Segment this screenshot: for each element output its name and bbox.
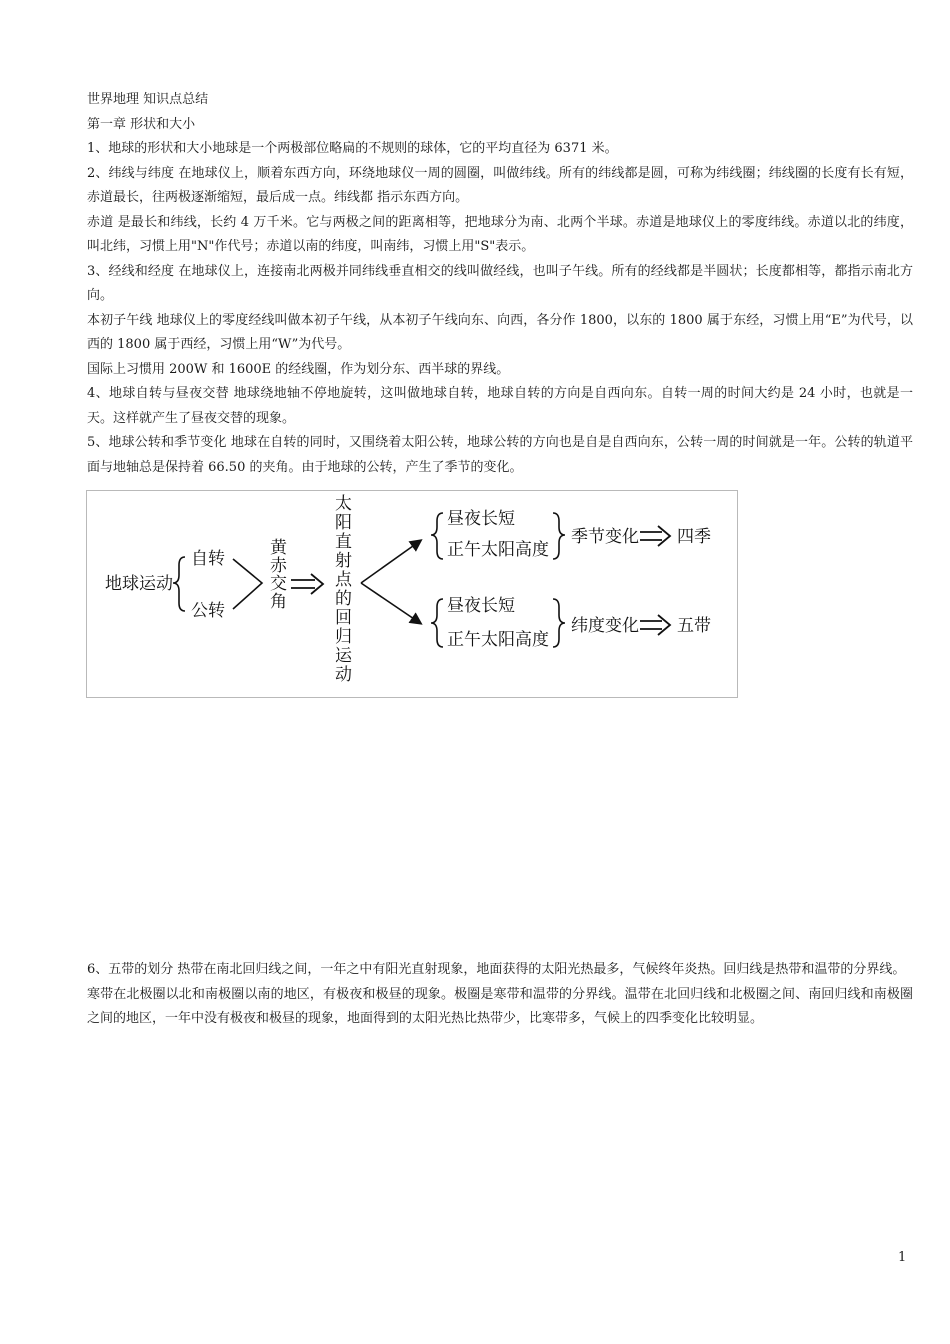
diverge-arrows <box>361 541 420 623</box>
double-arrow-icon <box>640 615 670 635</box>
brace-left <box>173 557 185 611</box>
earth-motion-diagram <box>86 490 738 698</box>
node-latitude-change: 纬度变化 <box>571 616 639 636</box>
paragraph: 3、经线和经度 在地球仪上，连接南北两极并同纬线垂直相交的线叫做经线，也叫子午线。所有的经线都是半圆状；长度都相等，都指示南北方向。 <box>87 263 913 303</box>
paragraph: 寒带在北极圈以北和南极圈以南的地区，有极夜和极昼的现象。极圈是寒带和温带的分界线。温带在北回归线和北极圈之间、南回归线和南极圈之间的地区，一年中没有极夜和极昼的现象，地面得到的太阳光热比热带少，比寒带多，气候上的四季变化比较明显。 <box>87 986 913 1026</box>
doc-title: 世界地理 知识点总结 <box>87 92 209 107</box>
double-arrow-icon <box>291 574 323 594</box>
node-noon-sun-height-2: 正午太阳高度 <box>447 630 549 650</box>
node-direct-sun-motion: 太 阳 直 射 点 的 回 归 运 动 <box>335 494 352 685</box>
brace-lower-right <box>553 599 565 647</box>
paragraph: 国际上习惯用 200W 和 1600E 的经线圈，作为划分东、西半球的界线。 <box>87 361 510 377</box>
node-five-zones: 五带 <box>677 616 711 636</box>
brace-lower-left <box>431 599 443 647</box>
node-day-night-length-2: 昼夜长短 <box>447 596 515 616</box>
node-revolution: 公转 <box>191 601 225 621</box>
node-day-night-length: 昼夜长短 <box>447 509 515 529</box>
paragraph: 6、五带的划分 热带在南北回归线之间，一年之中有阳光直射现象，地面获得的太阳光热最多，气候终年炎热。回归线是热带和温带的分界线。 <box>87 962 906 977</box>
chapter-heading: 第一章 形状和大小 <box>87 116 196 132</box>
node-season-change: 季节变化 <box>571 527 639 547</box>
page-number: 1 <box>898 1250 907 1265</box>
paragraph: 本初子午线 地球仪上的零度经线叫做本初子午线，从本初子午线向东、向西，各分作 1800，以东的 1800 属于东经，习惯上用“E”为代号，以西的 1800 属于西经，习惯上用“W”为代号。 <box>87 312 913 352</box>
paragraph: 4、地球自转与昼夜交替 地球绕地轴不停地旋转，这叫做地球自转，地球自转的方向是自西向东。自转一周的时间大约是 24 小时，也就是一天。这样就产生了昼夜交替的现象。 <box>87 386 913 426</box>
diagram-canvas <box>87 491 739 699</box>
brace-upper-left <box>431 513 443 559</box>
node-rotation: 自转 <box>191 549 225 569</box>
doc-continued <box>87 958 913 1032</box>
paragraph: 赤道 是最长和纬线，长约 4 万千米。它与两极之间的距离相等，把地球分为南、北两个半球。赤道是地球仪上的零度纬线。赤道以北的纬度，叫北纬，习惯上用"N"作代号；赤道以南的纬度，叫南纬，习惯上用"S"表示。 <box>87 214 913 254</box>
node-noon-sun-height: 正午太阳高度 <box>447 540 549 560</box>
double-arrow-icon <box>640 526 670 546</box>
paragraph: 1、地球的形状和大小地球是一个两极部位略扁的不规则的球体，它的平均直径为 6371 米。 <box>87 141 618 156</box>
node-obliquity: 黄 赤 交 角 <box>270 538 287 612</box>
brace-upper-right <box>553 513 565 559</box>
paragraph: 2、纬线与纬度 在地球仪上，顺着东西方向，环绕地球仪一周的圆圈，叫做纬线。所有的纬线都是圆，可称为纬线圈；纬线圈的长度有长有短，赤道最长，往两极逐渐缩短，最后成一点。纬线都 指示东西方向。 <box>87 165 913 205</box>
node-four-seasons: 四季 <box>677 527 711 547</box>
paragraph: 5、地球公转和季节变化 地球在自转的同时，又围绕着太阳公转，地球公转的方向也是自是自西向东，公转一周的时间就是一年。公转的轨道平面与地轴总是保持着 66.50 的夹角。由于地球的公转，产生了季节的变化。 <box>87 435 913 475</box>
node-earth-motion: 地球运动 <box>105 574 173 594</box>
doc-header <box>87 88 913 480</box>
converge-lines <box>233 559 262 609</box>
